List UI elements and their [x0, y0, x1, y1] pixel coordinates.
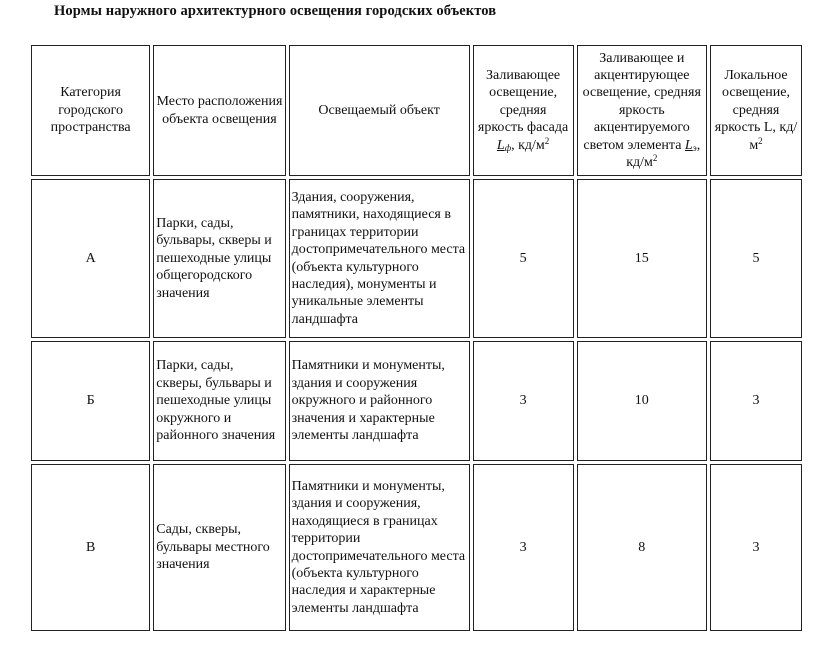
flood-symbol-subscript: ф — [504, 142, 512, 153]
header-flood-unit: , кд/м — [511, 137, 545, 153]
header-accent-lighting — [577, 45, 707, 176]
cell-location: Сады, скверы, бульвары местного значения — [153, 464, 285, 631]
header-accent-symbol — [685, 138, 697, 153]
header-location: Место расположения объекта освещения — [153, 45, 285, 176]
table-row — [31, 464, 802, 631]
header-accent-unit: , кд/м — [626, 137, 701, 171]
cell-local-value: 3 — [710, 464, 802, 631]
header-accent-text: Заливающее и акцентирующее освещение, средняя яркость акцентируемого светом элемента — [582, 50, 701, 153]
header-flood-lighting — [473, 45, 574, 176]
header-local-lighting — [710, 45, 802, 176]
header-object: Освещаемый объект — [289, 45, 470, 176]
cell-category: А — [31, 179, 150, 338]
document-title: Нормы наружного архитектурного освещения городских объектов — [54, 3, 497, 19]
table-row — [31, 179, 802, 338]
cell-accent-value: 8 — [577, 464, 707, 631]
cell-object: Здания, сооружения, памятники, находящиеся в границах территории достопримечательного места (объекта культурного наследия), монументы и уникальные элементы ландшафта — [289, 179, 470, 338]
cell-flood-value: 3 — [473, 464, 574, 631]
cell-accent-value: 15 — [577, 179, 707, 338]
cell-accent-value: 10 — [577, 341, 707, 461]
cell-category: Б — [31, 341, 150, 461]
cell-category: В — [31, 464, 150, 631]
header-flood-symbol — [497, 138, 511, 153]
header-local-text: Локальное освещение, средняя яркость L, кд/м — [714, 67, 798, 153]
accent-symbol-subscript: э — [692, 142, 697, 153]
cell-object: Памятники и монументы, здания и сооружения, находящиеся в границах территории достопримечательного места (объекта культурного наследия и характерные элементы ландшафта — [289, 464, 470, 631]
header-category: Категория городского пространства — [31, 45, 150, 176]
cell-flood-value: 3 — [473, 341, 574, 461]
lighting-norms-table — [28, 42, 805, 634]
header-accent-unit-sup: 2 — [652, 153, 658, 164]
cell-location: Парки, сады, скверы, бульвары и пешеходные улицы окружного и районного значения — [153, 341, 285, 461]
cell-object: Памятники и монументы, здания и сооружения окружного и районного значения и характерные элементы ландшафта — [289, 341, 470, 461]
header-local-unit-sup: 2 — [758, 135, 763, 146]
cell-flood-value: 5 — [473, 179, 574, 338]
header-flood-unit-sup: 2 — [544, 135, 550, 146]
flood-symbol-letter: L — [496, 137, 505, 153]
table-row — [31, 341, 802, 461]
cell-location: Парки, сады, бульвары, скверы и пешеходные улицы общегородского значения — [153, 179, 285, 338]
accent-symbol-letter: L — [684, 137, 693, 153]
cell-local-value: 5 — [710, 179, 802, 338]
cell-local-value: 3 — [710, 341, 802, 461]
header-flood-text: Заливающее освещение, средняя яркость фасада — [477, 67, 569, 136]
table-header-row — [31, 45, 802, 176]
